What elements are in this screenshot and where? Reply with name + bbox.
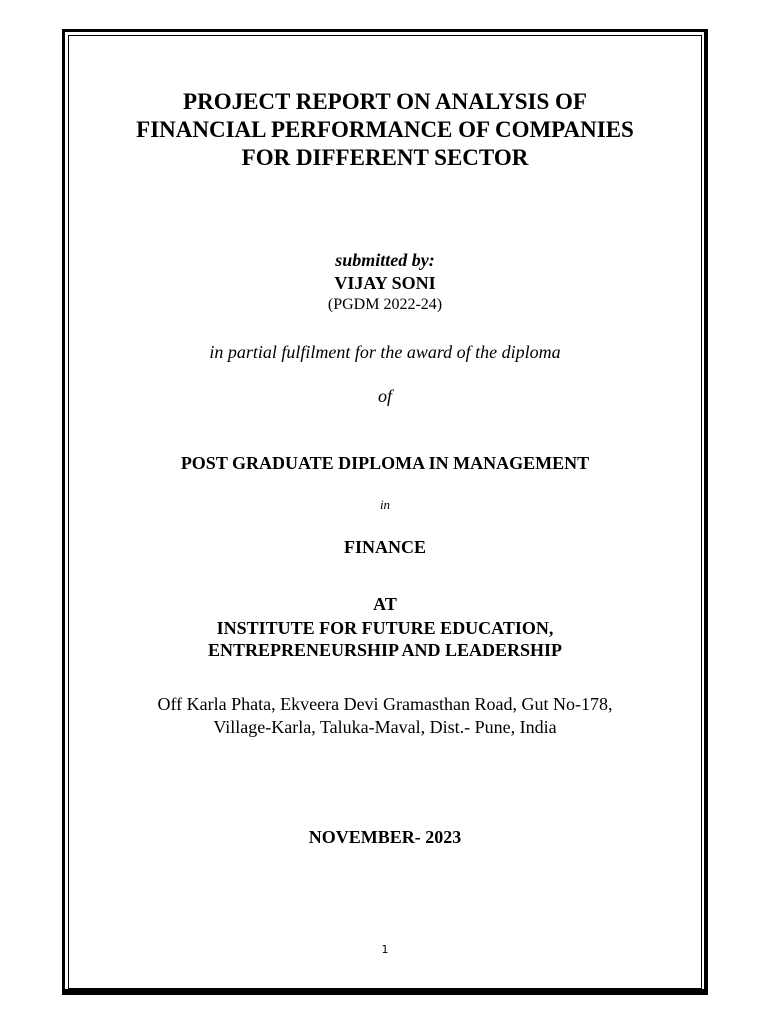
report-title-line-3: FOR DIFFERENT SECTOR	[241, 145, 529, 170]
page-border-shadow-right	[704, 32, 708, 995]
report-title-line-1: PROJECT REPORT ON ANALYSIS OF	[183, 89, 587, 114]
institute-address-line-1: Off Karla Phata, Ekveera Devi Gramasthan Road, Gut No-178,	[157, 694, 613, 714]
institute-address-line-2: Village-Karla, Taluka-Maval, Dist.- Pune, India	[213, 717, 557, 737]
program-name: POST GRADUATE DIPLOMA IN MANAGEMENT	[180, 453, 590, 473]
page-number: 1	[381, 943, 389, 956]
fulfilment-statement: in partial fulfilment for the award of the diploma	[209, 342, 561, 362]
submission-date: NOVEMBER- 2023	[308, 827, 462, 847]
institute-name-line-2: ENTREPRENEURSHIP AND LEADERSHIP	[207, 640, 563, 660]
author-name: VIJAY SONI	[334, 273, 436, 293]
specialization: FINANCE	[343, 537, 426, 557]
in-connector: in	[379, 497, 391, 512]
report-title-line-2: FINANCIAL PERFORMANCE OF COMPANIES	[136, 117, 634, 142]
page-border-shadow-bottom	[65, 989, 708, 995]
at-connector: AT	[373, 594, 397, 614]
of-connector: of	[377, 386, 392, 406]
submitted-by-label: submitted by:	[335, 250, 435, 270]
batch-info: (PGDM 2022-24)	[327, 296, 443, 313]
institute-name-line-1: INSTITUTE FOR FUTURE EDUCATION,	[216, 618, 554, 638]
